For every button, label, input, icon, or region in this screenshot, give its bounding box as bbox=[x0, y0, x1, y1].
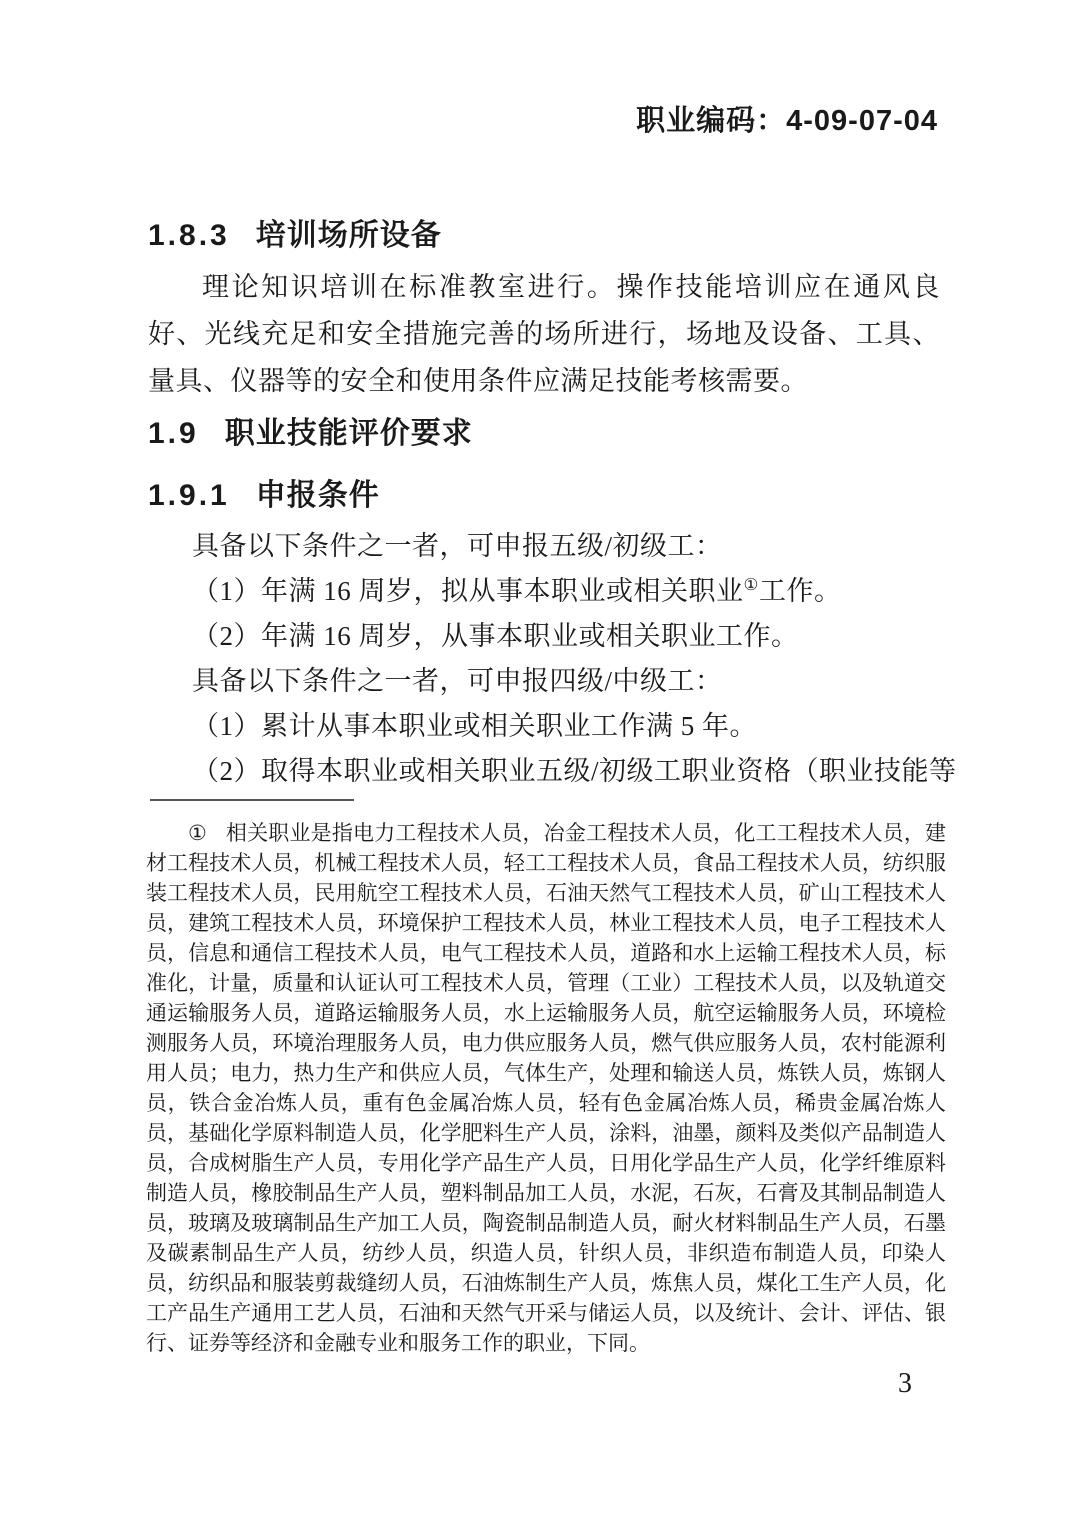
condition-text-pre: （1）年满 16 周岁，拟从事本职业或相关职业 bbox=[192, 576, 744, 606]
condition-line-level5-intro: 具备以下条件之一者，可申报五级/初级工： bbox=[192, 531, 723, 561]
condition-text-post: 工作。 bbox=[759, 576, 842, 606]
condition-line-level4-intro: 具备以下条件之一者，可申报四级/中级工： bbox=[192, 666, 723, 696]
section-number: 1.9 bbox=[148, 417, 199, 450]
condition-line-level4-item1: （1）累计从事本职业或相关职业工作满 5 年。 bbox=[192, 711, 757, 741]
application-conditions-list bbox=[148, 524, 957, 794]
footnote-text: 相关职业是指电力工程技术人员，冶金工程技术人员，化工工程技术人员，建材工程技术人员，机械工程技术人员，轻工工程技术人员，食品工程技术人员，纺织服装工程技术人员，民用航空工程技术人员，石油天然气工程技术人员，矿山工程技术人员，建筑工程技术人员，环境保护工程技术人员，林业工程技术人员，电子工程技术人员，信息和通信工程技术人员，电气工程技术人员，道路和水上运输工程技术人员，标准化，计量，质量和认证认可工程技术人员，管理（工业）工程技术人员，以及轨道交通运输服务人员，道路运输服务人员，水上运输服务人员，航空运输服务人员，环境检测服务人员，环境治理服务人员，电力供应服务人员，燃气供应服务人员，农村能源利用人员；电力，热力生产和供应人员，气体生产，处理和输送人员，炼铁人员，炼钢人员，铁合金冶炼人员，重有色金属冶炼人员，轻有色金属冶炼人员，稀贵金属冶炼人员，基础化学原料制造人员，化学肥料生产人员，涂料，油墨，颜料及类似产品制造人员，合成树脂生产人员，专用化学产品生产人员，日用化学品生产人员，化学纤维原料制造人员，橡胶制品生产人员，塑料制品加工人员，水泥，石灰，石膏及其制品制造人员，玻璃及玻璃制品生产加工人员，陶瓷制品制造人员，耐火材料制品生产人员，石墨及碳素制品生产人员，纺纱人员，织造人员，针织人员，非织造布制造人员，印染人员，纺织品和服装剪裁缝纫人员，石油炼制生产人员，炼焦人员，煤化工生产人员，化工产品生产通用工艺人员，石油和天然气开采与储运人员，以及统计、会计、评估、银行、证券等经济和金融专业和服务工作的职业，下同。 bbox=[146, 821, 946, 1355]
section-title: 申报条件 bbox=[255, 479, 380, 512]
condition-line-level5-item2: （2）年满 16 周岁，从事本职业或相关职业工作。 bbox=[192, 621, 799, 651]
page-number: 3 bbox=[898, 1368, 912, 1399]
section-heading-1-8-3 bbox=[148, 210, 442, 254]
section-number: 1.8.3 bbox=[148, 219, 230, 252]
footnote-marker: ① bbox=[188, 821, 208, 845]
section-number: 1.9.1 bbox=[148, 479, 230, 512]
footnote-divider-line bbox=[150, 799, 354, 801]
occupation-code-header: 职业编码：4-09-07-04 bbox=[636, 105, 938, 137]
training-facility-paragraph: 理论知识培训在标准教室进行。操作技能培训应在通风良好、光线充足和安全措施完善的场所进行，场地及设备、工具、量具、仪器等的安全和使用条件应满足技能考核需要。 bbox=[148, 272, 940, 396]
section-title: 培训场所设备 bbox=[255, 219, 442, 252]
footnote-reference-mark: ① bbox=[743, 575, 760, 594]
footnote-related-occupations bbox=[146, 818, 946, 1358]
section-heading-1-9 bbox=[148, 408, 473, 452]
condition-line-level5-item1 bbox=[148, 569, 940, 614]
section-heading-1-9-1 bbox=[148, 470, 380, 514]
condition-line-level4-item2: （2）取得本职业或相关职业五级/初级工职业资格（职业技能等 bbox=[192, 756, 957, 786]
section-title: 职业技能评价要求 bbox=[224, 417, 473, 450]
